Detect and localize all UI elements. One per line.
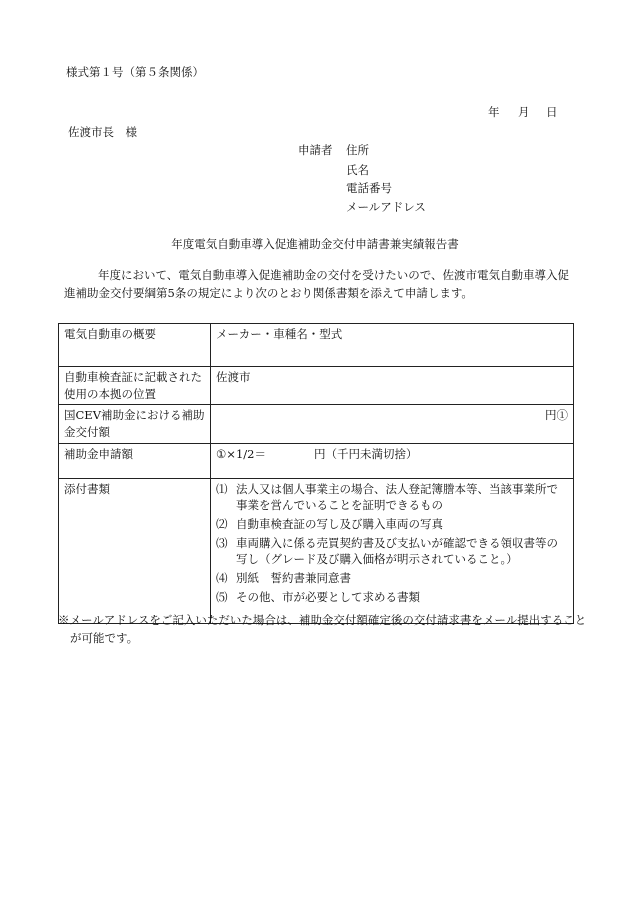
cev-label-cell <box>59 405 211 443</box>
attachment-text: 車両購入に係る売買契約書及び支払いが確認できる領収書等の写し（グレード及び購入価格が明示されていること。） <box>236 535 558 567</box>
location-value: 佐渡市 <box>216 370 251 384</box>
applicant-label: 申請者 <box>298 143 333 157</box>
apply-unit: 円（千円未満切捨） <box>314 446 418 461</box>
cev-value-cell[interactable] <box>211 405 574 443</box>
location-label: 自動車検査証に記載された使用の本拠の位置 <box>64 370 202 401</box>
applicant-name-label: 氏名 <box>346 163 369 177</box>
apply-label: 補助金申請額 <box>64 446 133 461</box>
apply-formula: ①×1/2＝ <box>216 446 266 461</box>
applicant-email-label: メールアドレス <box>346 200 426 214</box>
table-row-location <box>59 367 574 405</box>
attachment-text: 法人又は個人事業主の場合、法人登記簿謄本等、当該事業所で事業を営んでいることを証明できるもの <box>236 481 558 513</box>
attachment-item <box>216 535 568 568</box>
addressee: 佐渡市長 様 <box>68 125 137 139</box>
attachment-number: ⑸ <box>216 589 228 604</box>
attachment-number: ⑴ <box>216 481 228 496</box>
table-row-apply <box>59 443 574 478</box>
form-number: 様式第１号（第５条関係） <box>66 65 204 79</box>
attachment-number: ⑶ <box>216 535 228 550</box>
date-month: 月 <box>518 105 530 119</box>
attachment-item <box>216 481 568 514</box>
table-row-overview <box>59 324 574 367</box>
overview-label-cell <box>59 324 211 367</box>
attach-label-cell <box>59 478 211 623</box>
location-label-cell <box>59 367 211 405</box>
location-value-cell[interactable] <box>211 367 574 405</box>
apply-label-cell <box>59 443 211 478</box>
date-day: 日 <box>546 105 558 119</box>
attachment-text: その他、市が必要として求める書類 <box>236 589 420 604</box>
attach-list-cell <box>211 478 574 623</box>
overview-label: 電気自動車の概要 <box>64 327 156 341</box>
detail-table <box>58 323 574 624</box>
table-row-cev <box>59 405 574 443</box>
cev-value: 円① <box>545 408 568 423</box>
attachment-number: ⑵ <box>216 517 228 532</box>
apply-value-cell[interactable] <box>211 443 574 478</box>
overview-value-cell[interactable] <box>211 324 574 367</box>
attachment-item <box>216 516 568 533</box>
attachment-item <box>216 570 568 587</box>
applicant-address-label: 住所 <box>346 143 369 157</box>
attachment-text: 別紙 誓約書兼同意書 <box>236 571 351 586</box>
footnote: ※メールアドレスをご記入いただいた場合は、補助金交付額確定後の交付請求書をメール提出することが可能です。 <box>58 613 587 645</box>
table-row-attachments <box>59 478 574 623</box>
attachment-text: 自動車検査証の写し及び購入車両の写真 <box>236 517 443 532</box>
attachment-item <box>216 589 568 606</box>
applicant-phone-label: 電話番号 <box>346 181 392 195</box>
attach-label: 添付書類 <box>64 481 110 496</box>
document-title: 年度電気自動車導入促進補助金交付申請書兼実績報告書 <box>171 237 459 251</box>
body-paragraph: 年度において、電気自動車導入促進補助金の交付を受けたいので、佐渡市電気自動車導入促進補助金交付要綱第5条の規定により次のとおり関係書類を添えて申請します。 <box>64 268 570 301</box>
date-line <box>488 104 558 122</box>
cev-label: 国CEV補助金における補助金交付額 <box>64 408 205 440</box>
attachment-number: ⑷ <box>216 571 228 586</box>
date-year: 年 <box>488 105 500 119</box>
overview-value: メーカー・車種名・型式 <box>216 327 343 341</box>
